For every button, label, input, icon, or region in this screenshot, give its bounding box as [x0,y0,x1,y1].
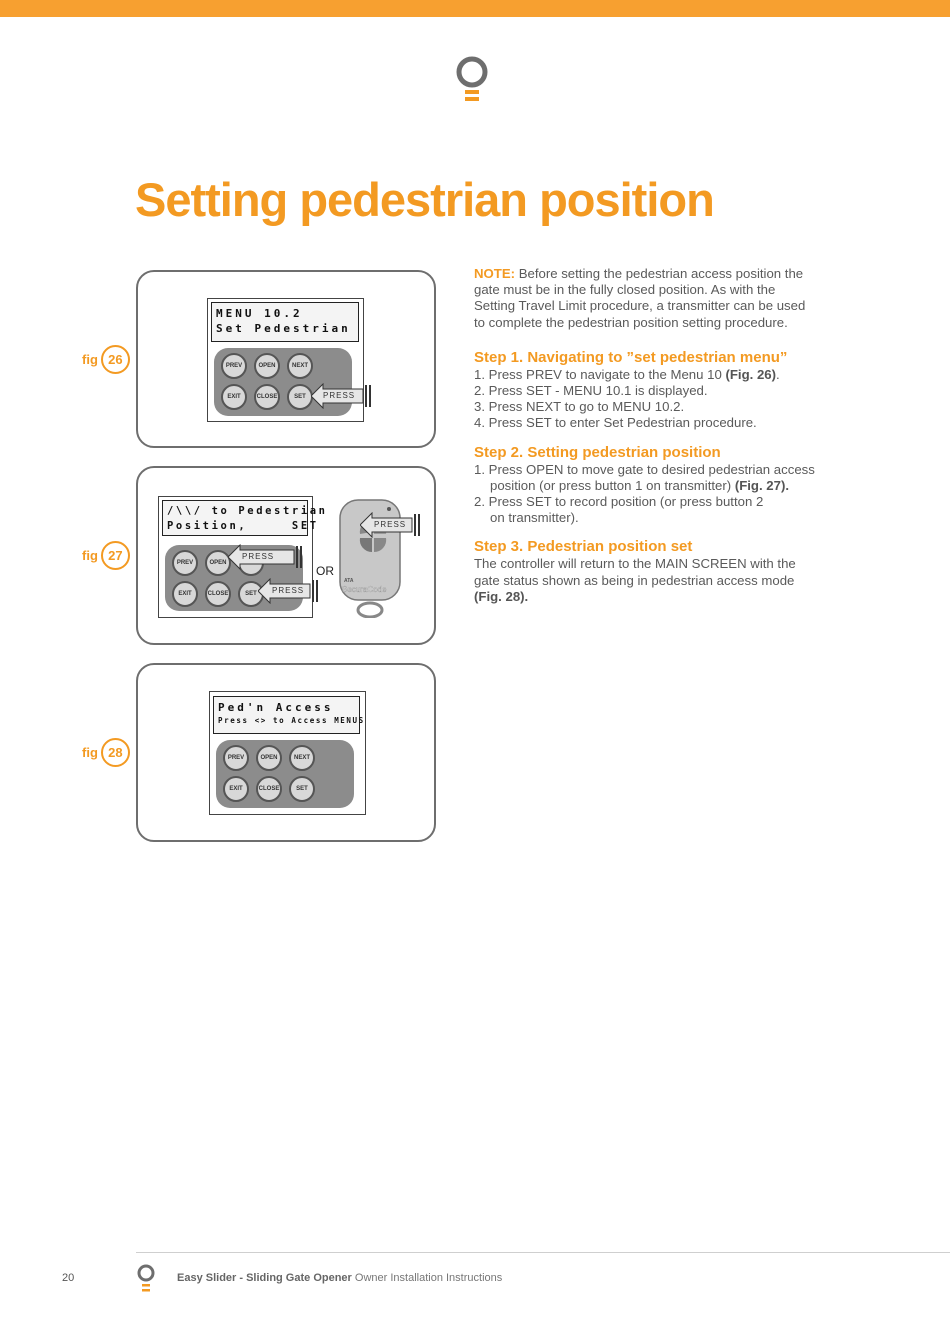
fig-27-label [82,541,130,570]
fig-reference: (Fig. 28). [474,588,529,604]
fig-number-badge: 26 [101,345,130,374]
instructions-column [474,266,819,605]
press-arrow-remote [360,512,422,538]
press-label: PRESS [323,391,356,400]
press-label: PRESS [242,552,275,561]
step-item-tail: . [776,366,780,382]
brand-logo-icon [455,56,489,106]
fig-number-badge: 28 [101,738,130,767]
set-key[interactable]: SET [287,384,313,410]
footer-divider [136,1252,950,1253]
open-key[interactable]: OPEN [256,745,282,771]
press-label: PRESS [374,520,407,529]
page-number: 20 [62,1272,75,1284]
controller-panel [209,691,366,815]
step-item-text: 1. Press PREV to navigate to the Menu 10 [474,366,726,382]
step-3-body [474,556,819,605]
press-arrow-set [258,578,320,604]
page-title: Setting pedestrian position [135,173,714,226]
footer-doc-title [177,1272,502,1284]
step-3-heading: Step 3. Pedestrian position set [474,538,693,556]
fig-word: fig [82,745,98,760]
figure-28 [136,663,436,842]
step-1-item: 2. Press SET - MENU 10.1 is displayed. [474,383,708,399]
step-1-item [474,367,819,383]
step-1-heading: Step 1. Navigating to ”set pedestrian menu” [474,348,788,366]
fig-26-label [82,345,130,374]
fig-reference: (Fig. 26) [725,366,777,382]
step-item-cont: position (or press button 1 on transmitter) [490,477,735,493]
lcd-line-1: Ped'n Access [218,701,334,714]
step-2-item-cont [474,478,819,494]
exit-key[interactable]: EXIT [221,384,247,410]
fig-word: fig [82,548,98,563]
press-arrow-open [228,544,304,570]
fig-28-label [82,738,130,767]
figure-27 [136,466,436,645]
top-accent-bar [0,0,950,17]
step-2-item: 1. Press OPEN to move gate to desired pedestrian access [474,461,815,477]
fig-number-badge: 27 [101,541,130,570]
open-key[interactable]: OPEN [205,550,231,576]
close-key[interactable]: CLOSE [256,776,282,802]
note-label: NOTE: [474,266,516,281]
note-paragraph [474,266,819,331]
lcd-display [213,696,365,734]
next-key[interactable]: NEXT [287,353,313,379]
set-key[interactable]: SET [289,776,315,802]
step-2-item-cont: on transmitter). [490,510,579,526]
lcd-line-2: Press <> to Access MENUS [218,716,365,725]
step-2-item: 2. Press SET to record position (or press button 2 [474,494,764,510]
press-arrow [311,383,373,409]
prev-key[interactable]: PREV [172,550,198,576]
note-text: Before setting the pedestrian access position the gate must be in the fully closed position. As with the Setting Travel Limit procedure, a transmitter can be used to complete the pedestrian position setting procedure. [474,266,806,330]
exit-key[interactable]: EXIT [223,776,249,802]
fig-reference: (Fig. 27). [734,477,790,493]
remote-brand: ATA [344,578,354,584]
lcd-line-1: MENU 10.2 [216,307,303,320]
lcd-display [211,302,359,342]
step-1-item: 3. Press NEXT to go to MENU 10.2. [474,399,685,415]
next-key[interactable]: NEXT [289,745,315,771]
prev-key[interactable]: PREV [223,745,249,771]
footer-doc: Owner Installation Instructions [351,1272,503,1284]
lcd-line-2: Position, SET [167,520,319,532]
lcd-line-1: /\\/ to Pedestrian [167,505,328,517]
or-label: OR [316,564,334,578]
exit-key[interactable]: EXIT [172,581,198,607]
step-3-text: The controller will return to the MAIN SCREEN with the gate status shown as being in pedestrian access mode [474,556,796,588]
figure-26 [136,270,436,448]
fig-word: fig [82,352,98,367]
remote-model: SecuraCode [342,585,387,594]
lcd-line-2: Set Pedestrian [216,322,351,335]
step-1-item: 4. Press SET to enter Set Pedestrian procedure. [474,415,757,431]
step-2-heading: Step 2. Setting pedestrian position [474,443,721,461]
keypad [216,740,354,808]
set-key[interactable]: SET [238,581,264,607]
close-key[interactable]: CLOSE [205,581,231,607]
open-key[interactable]: OPEN [254,353,280,379]
brand-logo-icon [136,1264,156,1294]
close-key[interactable]: CLOSE [254,384,280,410]
prev-key[interactable]: PREV [221,353,247,379]
lcd-display [162,500,328,536]
footer-product: Easy Slider - Sliding Gate Opener [177,1272,352,1284]
press-label: PRESS [272,586,305,595]
